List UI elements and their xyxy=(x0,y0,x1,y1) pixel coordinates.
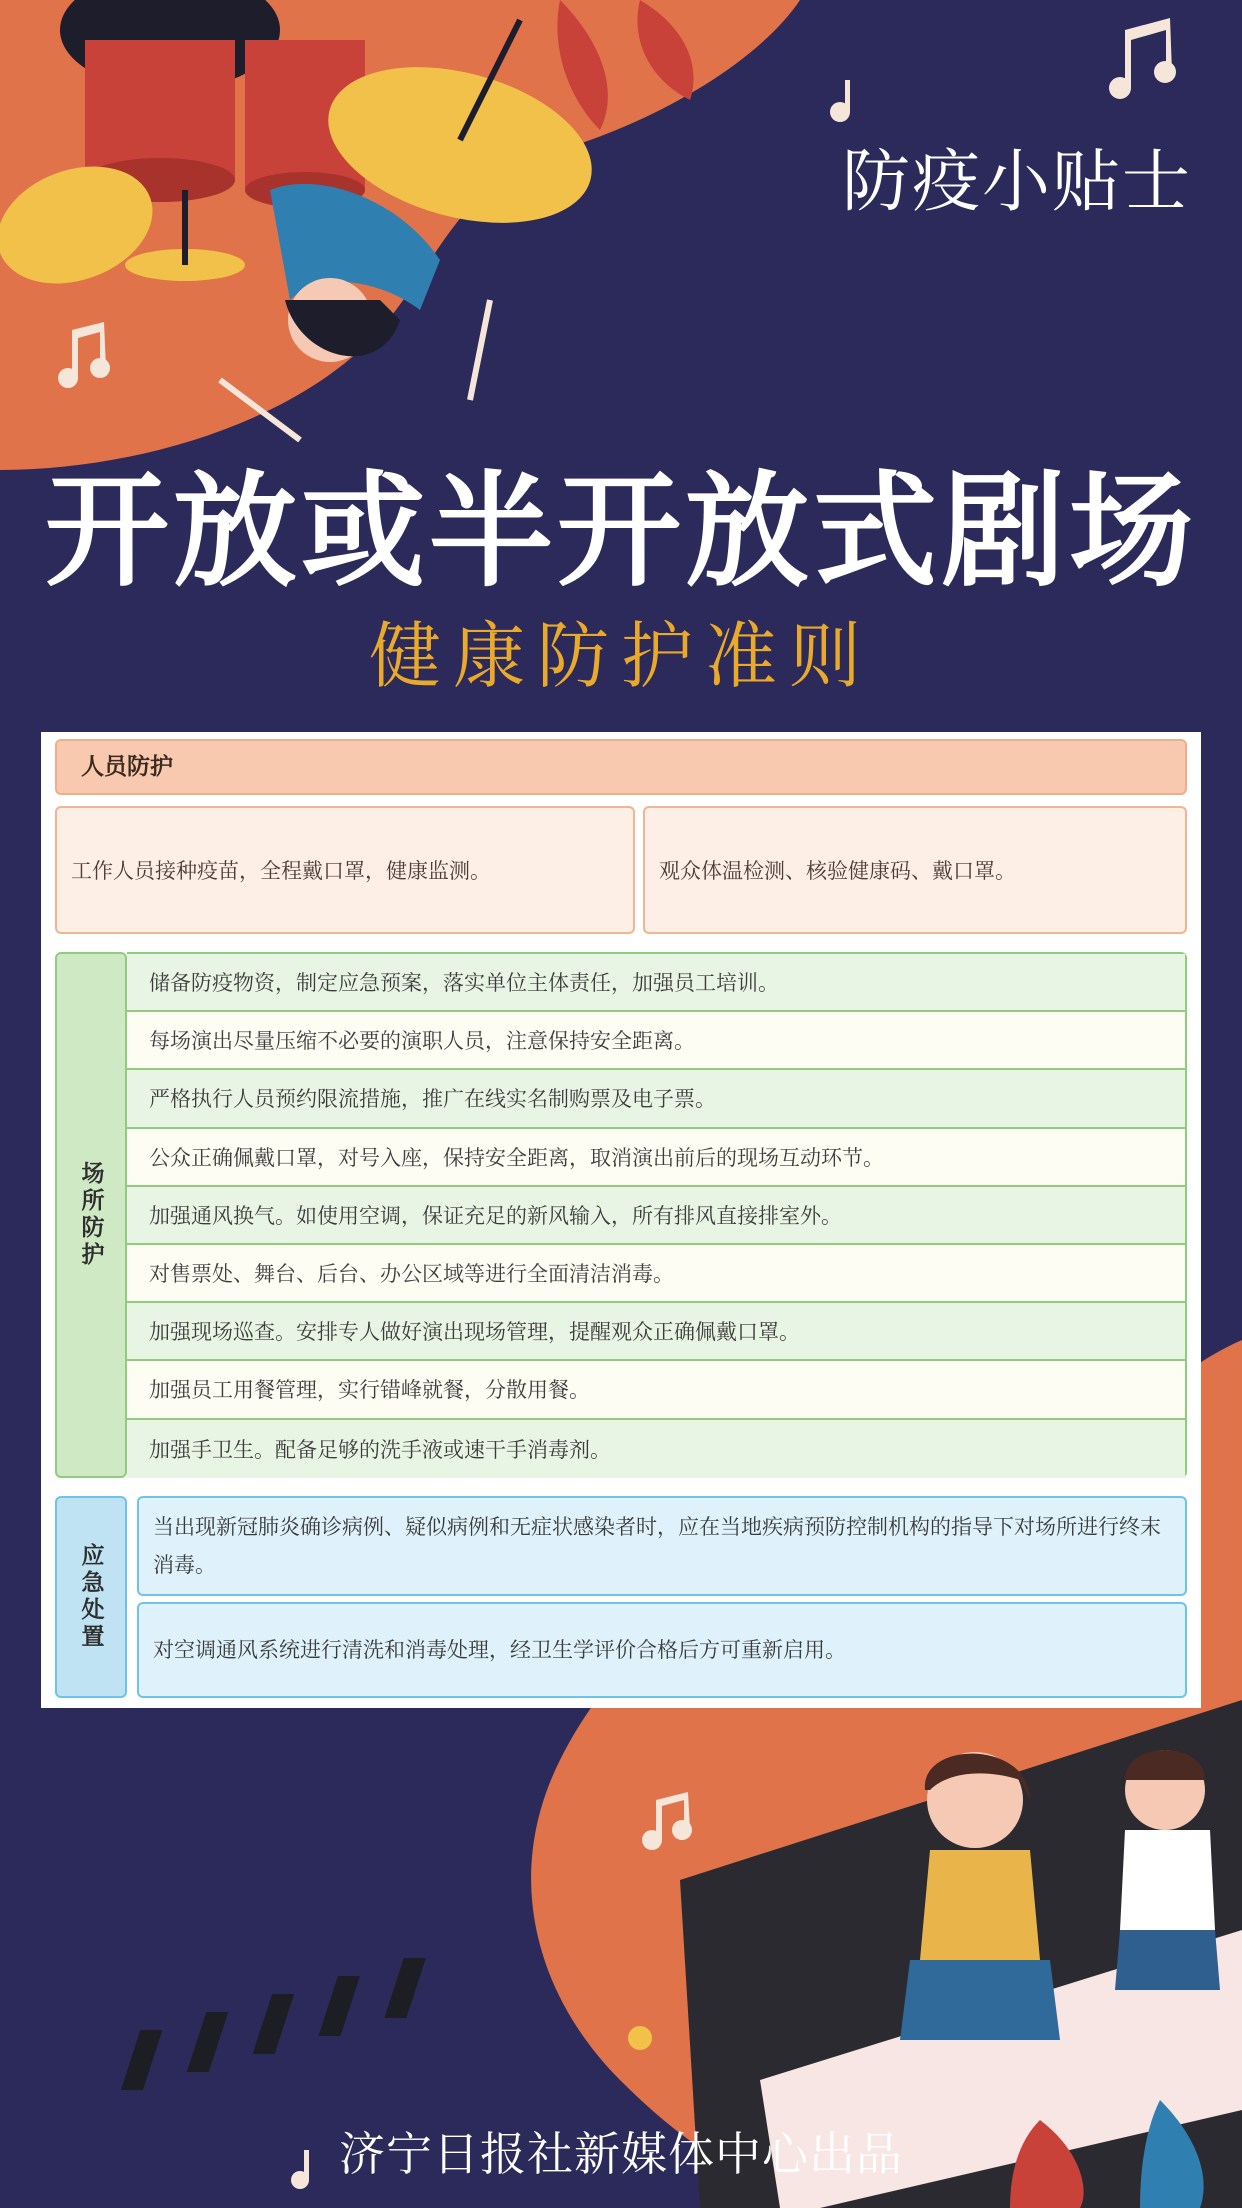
list-item: 加强现场巡查。安排专人做好演出现场管理，提醒观众正确佩戴口罩。 xyxy=(127,1303,1185,1361)
list-item: 加强手卫生。配备足够的洗手液或速干手消毒剂。 xyxy=(127,1420,1185,1478)
emergency-item: 对空调通风系统进行清洗和消毒处理，经卫生学评价合格后方可重新启用。 xyxy=(137,1602,1187,1698)
page-subtitle: 健康防护准则 xyxy=(368,614,873,698)
list-item: 加强通风换气。如使用空调，保证充足的新风输入，所有排风直接排室外。 xyxy=(127,1187,1185,1245)
list-item: 公众正确佩戴口罩，对号入座，保持安全距离，取消演出前后的现场互动环节。 xyxy=(127,1129,1185,1187)
list-item: 对售票处、舞台、后台、办公区域等进行全面清洁消毒。 xyxy=(127,1245,1185,1303)
venue-list xyxy=(127,952,1187,1478)
personnel-heading: 人员防护 xyxy=(55,739,1187,795)
venue-label-cell xyxy=(55,952,127,1478)
emergency-item: 当出现新冠肺炎确诊病例、疑似病例和无症状感染者时，应在当地疾病预防控制机构的指导下对场所进行终末消毒。 xyxy=(137,1496,1187,1596)
list-item: 加强员工用餐管理，实行错峰就餐，分散用餐。 xyxy=(127,1361,1185,1419)
staff-measure: 工作人员接种疫苗，全程戴口罩，健康监测。 xyxy=(55,806,635,934)
footer-credit: 济宁日报社新媒体中心出品 xyxy=(339,2127,903,2181)
emergency-section xyxy=(55,1496,1187,1698)
guideline-card xyxy=(41,732,1201,1708)
audience-measure: 观众体温检测、核验健康码、戴口罩。 xyxy=(643,806,1187,934)
list-item: 每场演出尽量压缩不必要的演职人员，注意保持安全距离。 xyxy=(127,1012,1185,1070)
page-title: 开放或半开放式剧场 xyxy=(44,460,1197,604)
list-item: 储备防疫物资，制定应急预案，落实单位主体责任，加强员工培训。 xyxy=(127,954,1185,1012)
list-item: 严格执行人员预约限流措施，推广在线实名制购票及电子票。 xyxy=(127,1070,1185,1128)
emergency-label: 应急处置 xyxy=(77,1543,104,1651)
venue-label: 场所防护 xyxy=(77,1161,104,1269)
tip-label: 防疫小贴士 xyxy=(841,143,1192,222)
venue-section xyxy=(55,952,1187,1478)
emergency-label-cell xyxy=(55,1496,127,1698)
